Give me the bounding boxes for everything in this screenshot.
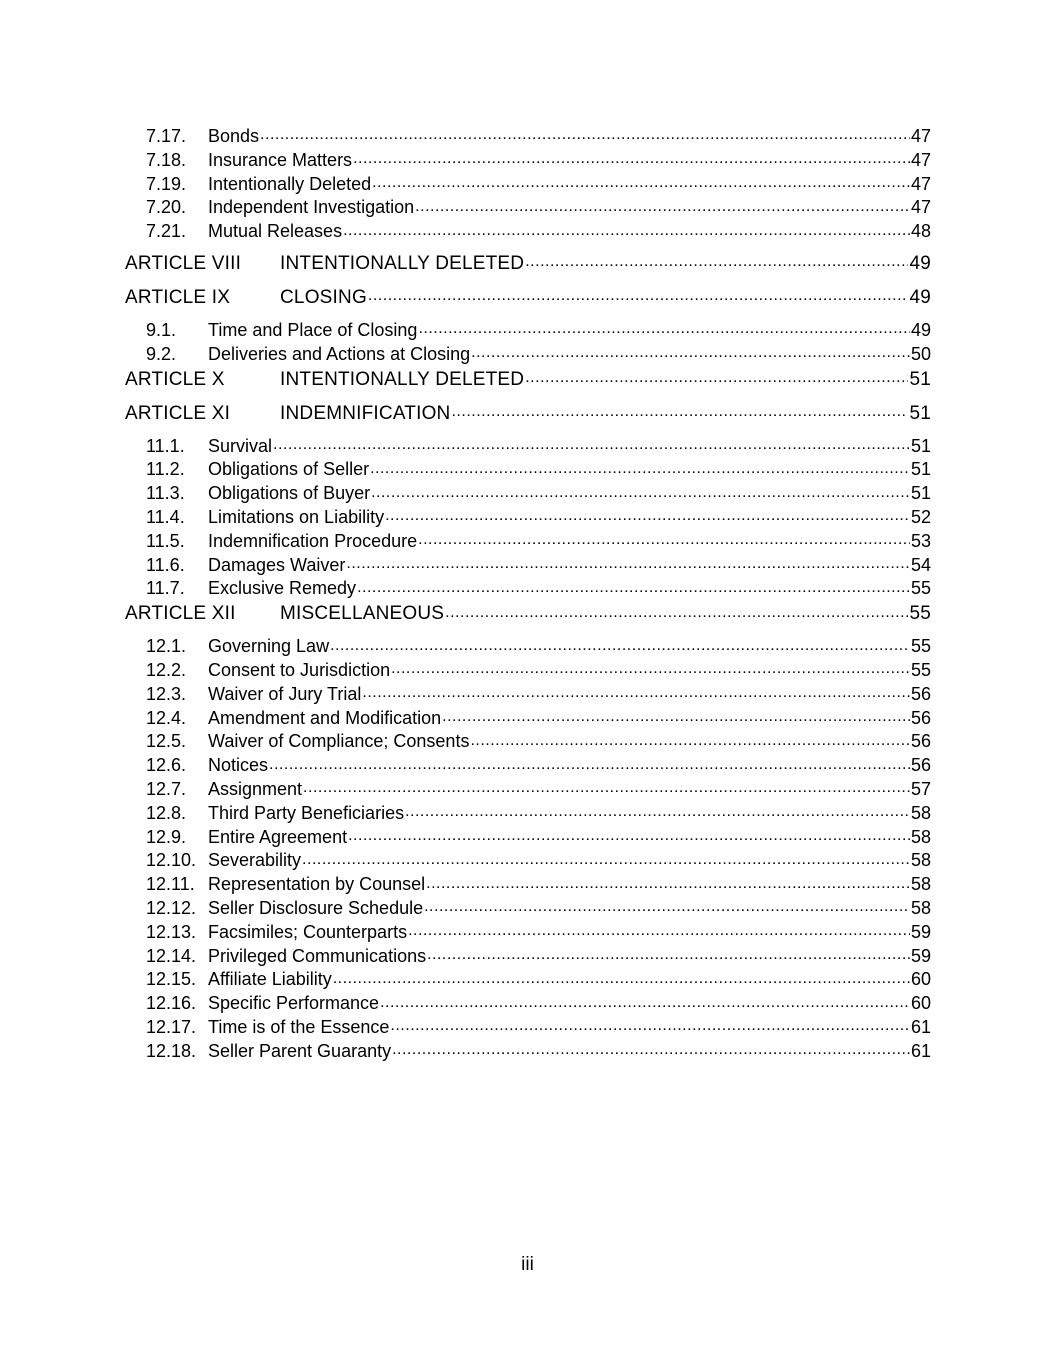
section-title: Insurance Matters [208, 149, 353, 170]
toc-section-entry[interactable] [125, 896, 931, 920]
dot-leader [525, 366, 908, 385]
toc-section-entry[interactable] [125, 553, 931, 577]
page-reference: 56 [910, 731, 931, 752]
article-number: ARTICLE XII [125, 603, 236, 625]
toc-section-entry[interactable] [125, 124, 931, 148]
page-reference: 59 [910, 945, 931, 966]
section-title: Privileged Communications [208, 945, 427, 966]
section-title: Limitations on Liability [208, 506, 385, 527]
section-number: 11.2. [146, 459, 185, 480]
section-title: Exclusive Remedy [208, 578, 357, 599]
section-number: 12.11. [146, 874, 195, 895]
article-number: ARTICLE IX [125, 286, 231, 308]
dot-leader [380, 991, 910, 1009]
section-number: 12.16. [146, 993, 197, 1014]
page-reference: 51 [909, 368, 931, 390]
dot-leader [415, 195, 910, 213]
page-reference: 47 [910, 149, 931, 170]
page-reference: 58 [910, 897, 931, 918]
dot-leader [471, 342, 910, 360]
section-title: Obligations of Seller [208, 459, 370, 480]
section-title: Waiver of Compliance; Consents [208, 731, 470, 752]
section-number: 12.17. [146, 1016, 197, 1037]
dot-leader [372, 172, 910, 190]
article-number: ARTICLE VIII [125, 252, 242, 274]
section-number: 12.18. [146, 1040, 197, 1061]
dot-leader [362, 682, 910, 700]
page-reference: 52 [910, 506, 931, 527]
dot-leader [269, 753, 910, 771]
section-number: 12.8. [146, 802, 187, 823]
dot-leader [390, 1015, 910, 1033]
dot-leader [260, 124, 910, 142]
section-title: Indemnification Procedure [208, 530, 418, 551]
page-number: iii [521, 1254, 534, 1275]
page-reference: 48 [910, 221, 931, 242]
dot-leader [418, 529, 910, 547]
section-number: 12.5. [146, 731, 187, 752]
toc-section-entry[interactable] [125, 148, 931, 172]
section-title: Representation by Counsel [208, 874, 426, 895]
section-title: Intentionally Deleted [208, 173, 372, 194]
section-title: Affiliate Liability [208, 969, 332, 990]
page-reference: 57 [910, 778, 931, 799]
section-number: 12.10. [146, 850, 197, 871]
page-reference: 55 [909, 603, 931, 625]
page-reference: 47 [910, 173, 931, 194]
page-reference: 51 [910, 459, 931, 480]
page-reference: 60 [910, 969, 931, 990]
toc-section-entry[interactable] [125, 920, 931, 944]
toc-article-entry[interactable] [125, 284, 931, 318]
toc-section-entry[interactable] [125, 682, 931, 706]
page-reference: 51 [909, 402, 931, 424]
section-number: 12.4. [146, 707, 187, 728]
dot-leader [426, 872, 910, 890]
section-title: Consent to Jurisdiction [208, 659, 391, 680]
toc-section-entry[interactable] [125, 505, 931, 529]
page-reference: 61 [910, 1040, 931, 1061]
dot-leader [371, 481, 910, 499]
article-title: INDEMNIFICATION [280, 402, 451, 424]
section-number: 11.4. [146, 506, 185, 527]
toc-section-entry[interactable] [125, 658, 931, 682]
toc-section-entry[interactable] [125, 1015, 931, 1039]
toc-section-entry[interactable] [125, 634, 931, 658]
section-number: 12.15. [146, 969, 197, 990]
section-title: Third Party Beneficiaries [208, 802, 405, 823]
page-reference: 55 [910, 659, 931, 680]
dot-leader [343, 219, 910, 237]
dot-leader [408, 920, 910, 938]
page-reference: 56 [910, 707, 931, 728]
page-reference: 58 [910, 850, 931, 871]
section-number: 11.7. [146, 578, 185, 599]
dot-leader [370, 457, 910, 475]
dot-leader [418, 318, 910, 336]
toc-article-entry[interactable] [125, 400, 931, 434]
dot-leader [353, 148, 910, 166]
toc-section-entry[interactable] [125, 172, 931, 196]
dot-leader [302, 848, 910, 866]
page-reference: 51 [910, 435, 931, 456]
dot-leader [348, 825, 910, 843]
toc-section-entry[interactable] [125, 825, 931, 849]
section-number: 9.1. [146, 319, 177, 340]
article-number: ARTICLE X [125, 368, 225, 390]
dot-leader [385, 505, 910, 523]
toc-section-entry[interactable] [125, 872, 931, 896]
toc-section-entry[interactable] [125, 801, 931, 825]
page-reference: 49 [909, 252, 931, 274]
toc-section-entry[interactable] [125, 753, 931, 777]
article-title: INTENTIONALLY DELETED [280, 368, 525, 390]
article-title: MISCELLANEOUS [280, 603, 445, 625]
toc-section-entry[interactable] [125, 529, 931, 553]
page-reference: 53 [910, 530, 931, 551]
page-reference: 55 [910, 636, 931, 657]
section-title: Waiver of Jury Trial [208, 683, 362, 704]
toc-section-entry[interactable] [125, 457, 931, 481]
dot-leader [273, 434, 910, 452]
section-number: 11.1. [146, 435, 185, 456]
page-reference: 56 [910, 683, 931, 704]
section-title: Entire Agreement [208, 826, 348, 847]
page-reference: 49 [909, 286, 931, 308]
dot-leader [333, 967, 910, 985]
section-title: Time is of the Essence [208, 1016, 390, 1037]
toc-section-entry[interactable] [125, 777, 931, 801]
dot-leader [525, 250, 908, 269]
table-of-contents [125, 124, 931, 1063]
section-number: 9.2. [146, 343, 177, 364]
toc-section-entry[interactable] [125, 706, 931, 730]
dot-leader [405, 801, 910, 819]
section-title: Bonds [208, 126, 260, 146]
section-title: Seller Disclosure Schedule [208, 897, 424, 918]
page-reference: 60 [910, 993, 931, 1014]
dot-leader [357, 576, 910, 594]
page-reference: 54 [910, 554, 931, 575]
dot-leader [445, 600, 908, 619]
section-number: 12.6. [146, 755, 187, 776]
section-title: Seller Parent Guaranty [208, 1040, 392, 1061]
section-number: 12.7. [146, 778, 187, 799]
section-number: 7.17. [146, 126, 187, 146]
toc-section-entry[interactable] [125, 342, 931, 366]
section-number: 11.6. [146, 554, 185, 575]
toc-section-entry[interactable] [125, 576, 931, 600]
toc-section-entry[interactable] [125, 729, 931, 753]
page-reference: 51 [910, 483, 931, 504]
page-reference: 47 [910, 126, 931, 146]
dot-leader [470, 729, 910, 747]
section-number: 7.18. [146, 149, 187, 170]
section-title: Damages Waiver [208, 554, 346, 575]
toc-section-entry[interactable] [125, 944, 931, 968]
dot-leader [451, 400, 908, 419]
section-title: Time and Place of Closing [208, 319, 418, 340]
section-number: 12.13. [146, 921, 197, 942]
section-number: 11.3. [146, 483, 185, 504]
page-reference: 58 [910, 874, 931, 895]
dot-leader [442, 706, 910, 724]
dot-leader [424, 896, 910, 914]
section-number: 12.14. [146, 945, 197, 966]
toc-section-entry[interactable] [125, 481, 931, 505]
section-number: 12.9. [146, 826, 187, 847]
toc-section-entry[interactable] [125, 195, 931, 219]
toc-article-entry[interactable] [125, 600, 931, 634]
article-title: CLOSING [280, 286, 367, 308]
dot-leader [346, 553, 910, 571]
page-reference: 47 [910, 197, 931, 218]
toc-section-entry[interactable] [125, 318, 931, 342]
article-number: ARTICLE XI [125, 402, 231, 424]
dot-leader [368, 284, 909, 303]
section-title: Severability [208, 850, 302, 871]
page-reference: 59 [910, 921, 931, 942]
toc-section-entry[interactable] [125, 219, 931, 243]
dot-leader [392, 1039, 910, 1057]
dot-leader [427, 944, 910, 962]
section-title: Independent Investigation [208, 197, 415, 218]
toc-section-entry[interactable] [125, 848, 931, 872]
page-reference: 58 [910, 802, 931, 823]
toc-section-entry[interactable] [125, 991, 931, 1015]
dot-leader [303, 777, 910, 795]
toc-section-entry[interactable] [125, 1039, 931, 1063]
toc-article-entry[interactable] [125, 250, 931, 284]
section-title: Amendment and Modification [208, 707, 442, 728]
page-reference: 50 [910, 343, 931, 364]
section-number: 7.21. [146, 221, 187, 242]
section-title: Survival [208, 435, 273, 456]
section-number: 12.3. [146, 683, 187, 704]
page-reference: 58 [910, 826, 931, 847]
section-title: Obligations of Buyer [208, 483, 371, 504]
section-number: 7.20. [146, 197, 187, 218]
section-title: Mutual Releases [208, 221, 343, 242]
section-number: 11.5. [146, 530, 185, 551]
section-title: Facsimiles; Counterparts [208, 921, 408, 942]
section-number: 12.12. [146, 897, 197, 918]
page-reference: 49 [910, 319, 931, 340]
section-title: Assignment [208, 778, 303, 799]
section-title: Governing Law [208, 636, 330, 657]
toc-article-entry[interactable] [125, 366, 931, 400]
page-reference: 61 [910, 1016, 931, 1037]
toc-section-entry[interactable] [125, 967, 931, 991]
page-reference: 55 [910, 578, 931, 599]
article-title: INTENTIONALLY DELETED [280, 252, 525, 274]
dot-leader [330, 634, 910, 652]
toc-section-entry[interactable] [125, 434, 931, 458]
dot-leader [391, 658, 910, 676]
section-number: 7.19. [146, 173, 187, 194]
section-number: 12.1. [146, 636, 187, 657]
page-reference: 56 [910, 755, 931, 776]
section-title: Deliveries and Actions at Closing [208, 343, 471, 364]
section-title: Notices [208, 755, 269, 776]
section-number: 12.2. [146, 659, 187, 680]
section-title: Specific Performance [208, 993, 380, 1014]
